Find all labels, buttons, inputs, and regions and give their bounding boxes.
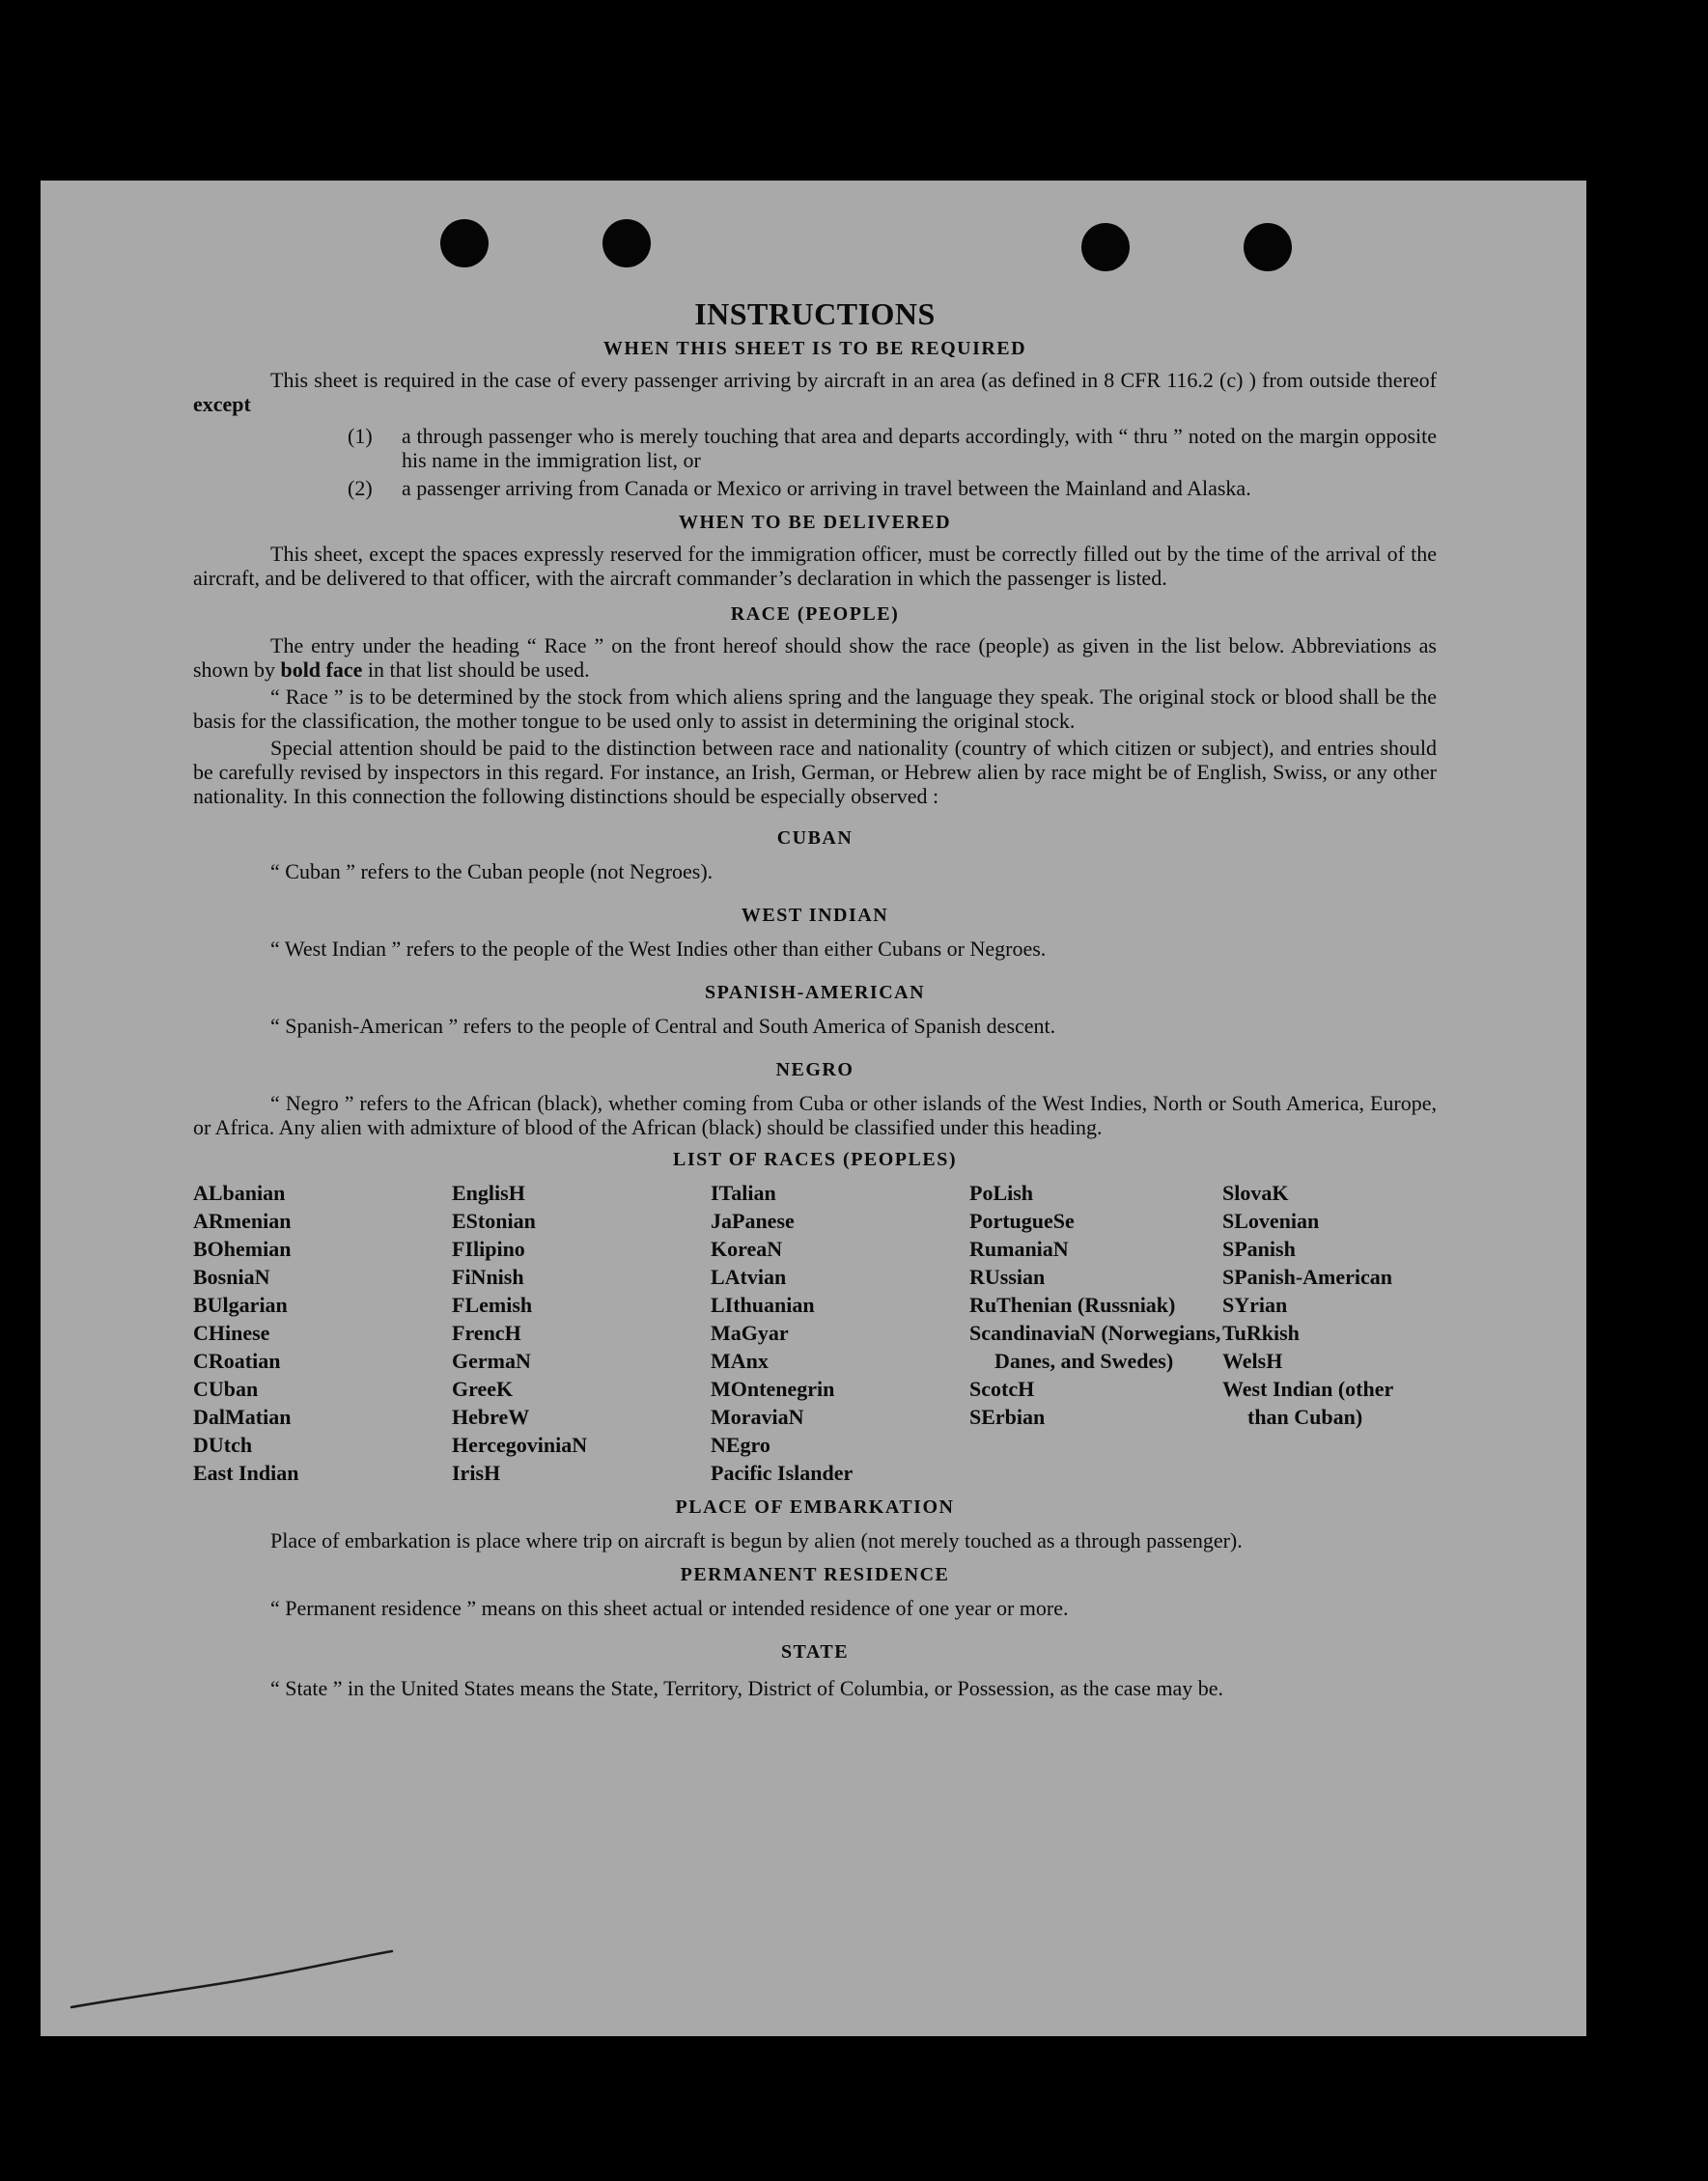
race-paragraph-3: Special attention should be paid to the distinction between race and nationality (country of which citizen or subject), and entries should be carefully revised by inspectors in this regard. For instance, an Irish, German, or Hebrew alien by race might be of English, Swiss, or any other nationality. In this connection the following distinctions should be especially observed : [193,736,1437,808]
race-item: FiNnish [452,1265,524,1289]
heading-delivered: WHEN TO BE DELIVERED [678,512,952,533]
race-list [193,1179,1437,1487]
pen-stroke [68,1947,396,2015]
race-item: CRoatian [193,1349,281,1373]
race-item: KoreaN [711,1237,783,1261]
race-item: RUssian [969,1265,1046,1289]
race-item: LAtvian [711,1265,787,1289]
race-item: RuThenian (Russniak) [969,1293,1176,1317]
race-item: SPanish [1222,1237,1296,1261]
race-column [711,1179,969,1487]
race-item: MoraviaN [711,1405,804,1429]
race-item: JaPanese [711,1209,795,1233]
heading-required: WHEN THIS SHEET IS TO BE REQUIRED [602,338,1027,359]
race-item: CUban [193,1377,259,1401]
exception-item: (2) a passenger arriving from Canada or Mexico or arriving in travel between the Mainland and Alaska. [348,476,1251,500]
race-item: EStonian [452,1209,536,1233]
race-item: MaGyar [711,1321,789,1345]
race-item: DUtch [193,1433,253,1457]
race-paragraph-1: The entry under the heading “ Race ” on the front hereof should show the race (people) as given in the list below. Abbreviations as shown by bold face in that list should be used. [193,633,1437,682]
residence-text: “ Permanent residence ” means on this sheet actual or intended residence of one year or more. [270,1596,1069,1620]
punch-hole [602,219,651,267]
race-item: BOhemian [193,1237,292,1261]
race-item: BUlgarian [193,1293,288,1317]
heading-state: STATE [780,1641,850,1663]
heading-race: RACE (PEOPLE) [730,603,900,625]
race-paragraph-2: “ Race ” is to be determined by the stock from which aliens spring and the language they speak. The original stock or blood shall be the basis for the classification, the mother tongue to be used only to assist in determining the original stock. [193,685,1437,733]
race-item: FrencH [452,1321,521,1345]
race-item: ARmenian [193,1209,292,1233]
race-item: East Indian [193,1461,299,1485]
race-item: West Indian (other than Cuban) [1222,1377,1393,1429]
race-item: HercegoviniaN [452,1433,588,1457]
heading-cuban: CUBAN [776,827,854,849]
race-item: FLemish [452,1293,533,1317]
heading-list-of-races: LIST OF RACES (PEOPLES) [672,1149,957,1170]
heading-spanish-american: SPANISH-AMERICAN [704,982,926,1003]
race-item: HebreW [452,1405,530,1429]
delivered-text: This sheet, except the spaces expressly reserved for the immigration officer, must be correctly filled out by the time of the arrival of the aircraft, and be delivered to that officer, with the aircraft commander’s declaration in which the passenger is listed. [193,542,1437,590]
race-item: PortugueSe [969,1209,1075,1233]
race-item: CHinese [193,1321,270,1345]
embarkation-text: Place of embarkation is place where trip on aircraft is begun by alien (not merely touched as a through passenger). [270,1528,1243,1552]
race-item: FIlipino [452,1237,525,1261]
race-item: ALbanian [193,1181,286,1205]
race-item: DalMatian [193,1405,292,1429]
race-item: WelsH [1222,1349,1283,1373]
race-item: SLovenian [1222,1209,1320,1233]
spanish-american-text: “ Spanish-American ” refers to the people of Central and South America of Spanish descent. [270,1014,1056,1038]
race-item: MAnx [711,1349,769,1373]
west-indian-text: “ West Indian ” refers to the people of the West Indies other than either Cubans or Negroes. [270,937,1047,961]
exception-item: (1) a through passenger who is merely touching that area and departs accordingly, with “ thru ” noted on the margin opposite his name in the immigration list, or [348,424,1437,472]
required-intro: This sheet is required in the case of every passenger arriving by aircraft in an area (as defined in 8 CFR 116.2 (c) ) from outside thereof except [193,368,1437,416]
heading-negro: NEGRO [775,1059,854,1080]
race-column [1222,1179,1437,1487]
race-item: ScandinaviaN (Norwegians, Danes, and Swedes) [969,1321,1221,1373]
race-item: PoLish [969,1181,1034,1205]
race-item: ITalian [711,1181,776,1205]
race-item: RumaniaN [969,1237,1069,1261]
race-item: TuRkish [1222,1321,1300,1345]
punch-hole [440,219,489,267]
race-item: MOntenegrin [711,1377,835,1401]
race-item: NEgro [711,1433,770,1457]
race-item: Pacific Islander [711,1461,854,1485]
race-item: SlovaK [1222,1181,1289,1205]
heading-west-indian: WEST INDIAN [741,905,889,926]
race-item: IrisH [452,1461,501,1485]
race-item: ScotcH [969,1377,1035,1401]
negro-text: “ Negro ” refers to the African (black), whether coming from Cuba or other islands of the West Indies, North or South America, Europe, or Africa. Any alien with admixture of blood of the African (black) should be classified under this heading. [193,1091,1437,1139]
document-sheet [41,181,1586,2036]
race-item: EnglisH [452,1181,525,1205]
race-column [969,1179,1222,1487]
heading-residence: PERMANENT RESIDENCE [680,1564,950,1585]
race-column [452,1179,711,1487]
race-item: LIthuanian [711,1293,815,1317]
race-item: SPanish-American [1222,1265,1392,1289]
punch-hole [1244,223,1292,271]
heading-embarkation: PLACE OF EMBARKATION [675,1496,955,1518]
race-item: GreeK [452,1377,514,1401]
cuban-text: “ Cuban ” refers to the Cuban people (not Negroes). [270,859,714,883]
page-title: INSTRUCTIONS [694,296,936,331]
race-item: GermaN [452,1349,531,1373]
race-item: SYrian [1222,1293,1288,1317]
race-item: BosniaN [193,1265,270,1289]
race-column [193,1179,452,1487]
race-item: SErbian [969,1405,1046,1429]
instructions-text [193,296,1437,1704]
punch-hole [1081,223,1130,271]
state-text: “ State ” in the United States means the State, Territory, District of Columbia, or Possession, as the case may be. [270,1676,1224,1700]
